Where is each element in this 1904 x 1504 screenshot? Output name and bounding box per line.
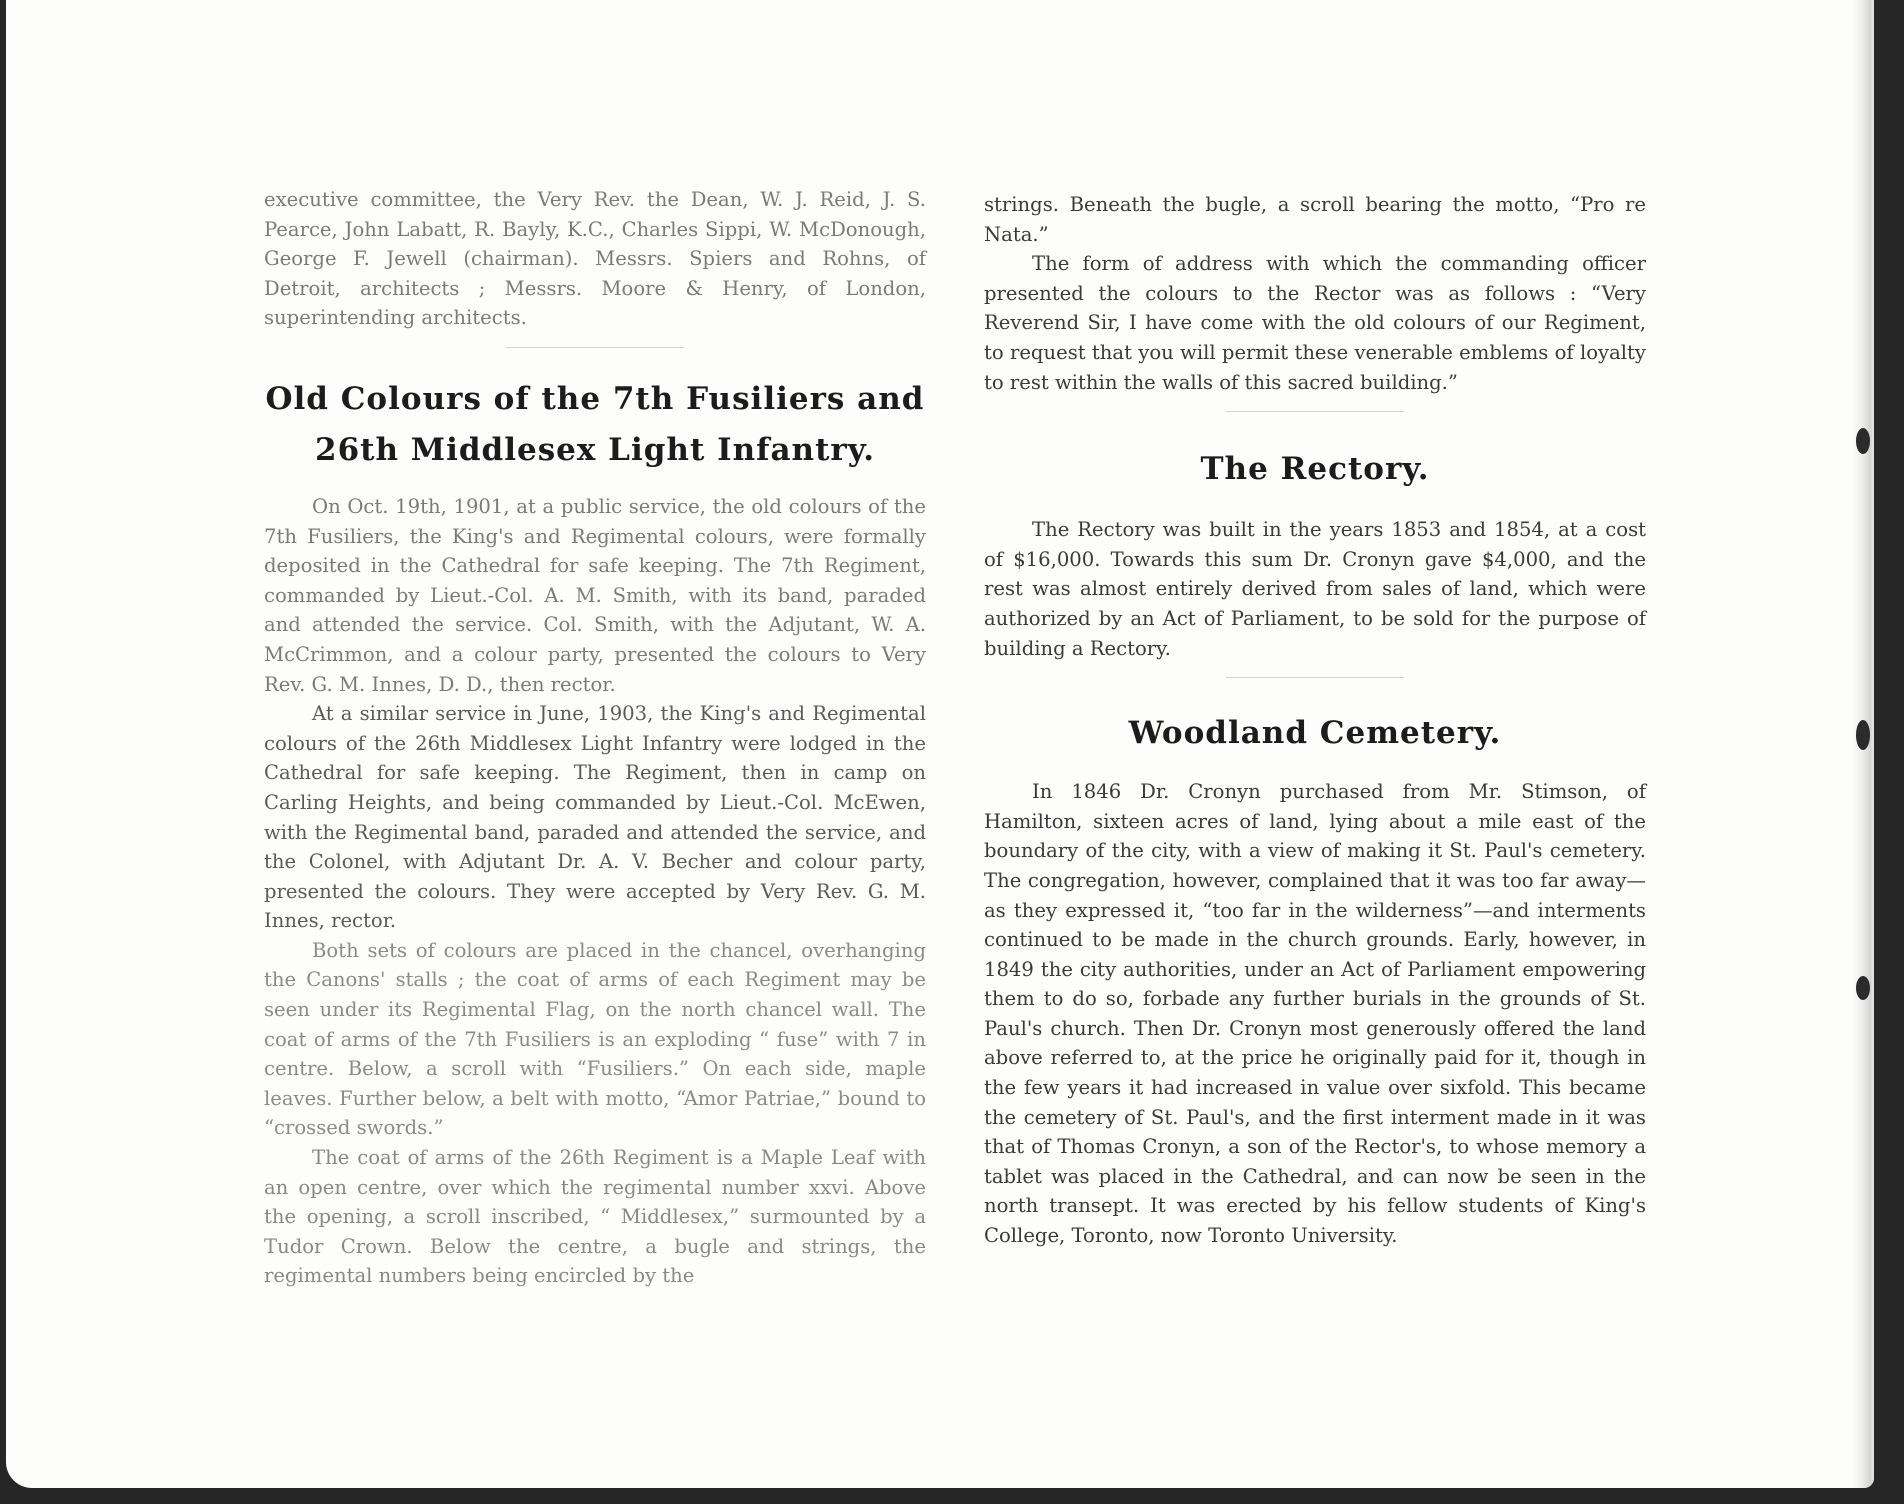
- binding-clip-mark: [1856, 428, 1870, 454]
- section-heading-line-2: 26th Middlesex Light Infantry.: [315, 431, 875, 468]
- section-heading-rectory: The Rectory.: [1200, 451, 1430, 488]
- paragraph-26th-middlesex: At a similar service in June, 1903, the King's and Regimental colours of the 26th Middlesex Light Infantry were lodged in the Cathedral for safe keeping. The Regiment, then in camp on Carling Heights, and being commanded by Lieut.-Col. McEwen, with the Regimental band, paraded and attended the service, and the Colonel, with Adjutant Dr. A. V. Becher and colour party, presented the colours. They were accepted by Very Rev. G. M. Innes, rector.: [264, 702, 926, 933]
- right-column: [984, 190, 1646, 1251]
- section-divider: [1226, 677, 1404, 678]
- section-heading-old-colours: [264, 374, 926, 476]
- paragraph-26th-coat-of-arms: The coat of arms of the 26th Regiment is a Maple Leaf with an open centre, over which the regimental number xxvi. Above the opening, a scroll inscribed, “ Middlesex,” surmounted by a Tudor Crown. Below the centre, a bugle and strings, the regimental numbers being encircled by the: [264, 1146, 926, 1288]
- section-heading-line-1: Old Colours of the 7th Fusiliers and: [265, 380, 925, 417]
- paragraph-7th-fusiliers: On Oct. 19th, 1901, at a public service, the old colours of the 7th Fusiliers, the King's and Regimental colours, were formally deposited in the Cathedral for safe keeping. The 7th Regiment, commanded by Lieut.-Col. A. M. Smith, with its band, paraded and attended the service. Col. Smith, with the Adjutant, W. A. McCrimmon, and a colour party, presented the colours to Very Rev. G. M. Innes, D. D., then rector.: [264, 494, 926, 696]
- continuation-paragraph: strings. Beneath the bugle, a scroll bearing the motto, “Pro re Nata.”: [984, 193, 1646, 246]
- binding-clip-mark: [1856, 720, 1870, 750]
- section-divider: [1226, 411, 1404, 412]
- rectory-paragraph: The Rectory was built in the years 1853 and 1854, at a cost of $16,000. Towards this sum Dr. Cronyn gave $4,000, and the rest was almost entirely derived from sales of land, which were authorized by an Act of Parliament, to be sold for the purpose of building a Rectory.: [984, 518, 1646, 660]
- paragraph-both-colours: Both sets of colours are placed in the chancel, overhanging the Canons' stalls ; the coat of arms of each Regiment may be seen under its Regimental Flag, on the north chancel wall. The coat of arms of the 7th Fusiliers is an exploding “ fuse” with 7 in centre. Below, a scroll with “Fusiliers.” On each side, maple leaves. Further below, a belt with motto, “Amor Patriae,” bound to “crossed swords.”: [264, 938, 926, 1140]
- binding-clip-mark: [1856, 976, 1870, 1000]
- book-page: [6, 0, 1874, 1488]
- address-paragraph: The form of address with which the commanding officer presented the colours to the Rector was as follows : “Very Reverend Sir, I have come with the old colours of our Regiment, to request that you will permit these venerable emblems of loyalty to rest within the walls of this sacred building.”: [984, 252, 1646, 394]
- section-divider: [506, 347, 684, 348]
- cemetery-paragraph: In 1846 Dr. Cronyn purchased from Mr. Stimson, of Hamilton, sixteen acres of land, lying about a mile east of the boundary of the city, with a view of making it St. Paul's cemetery. The congregation, however, complained that it was too far away—as they expressed it, “too far in the wilderness”—and interments continued to be made in the church grounds. Early, however, in 1849 the city authorities, under an Act of Parliament empowering them to do so, forbade any further burials in the grounds of St. Paul's church. Then Dr. Cronyn most generously offered the land above referred to, at the price he originally paid for it, though in the few years it had increased in value over sixfold. This became the cemetery of St. Paul's, and the first interment made in it was that of Thomas Cronyn, a son of the Rector's, to whose memory a tablet was placed in the Cathedral, and can now be seen in the north transept. It was erected by his fellow students of King's College, Toronto, now Toronto University.: [984, 780, 1646, 1248]
- left-column: [264, 185, 926, 1291]
- section-heading-cemetery: Woodland Cemetery.: [1128, 715, 1502, 752]
- intro-paragraph: executive committee, the Very Rev. the Dean, W. J. Reid, J. S. Pearce, John Labatt, R. Bayly, K.C., Charles Sippi, W. McDonough, George F. Jewell (chairman). Messrs. Spiers and Rohns, of Detroit, architects ; Messrs. Moore & Henry, of London, superintending architects.: [264, 188, 926, 330]
